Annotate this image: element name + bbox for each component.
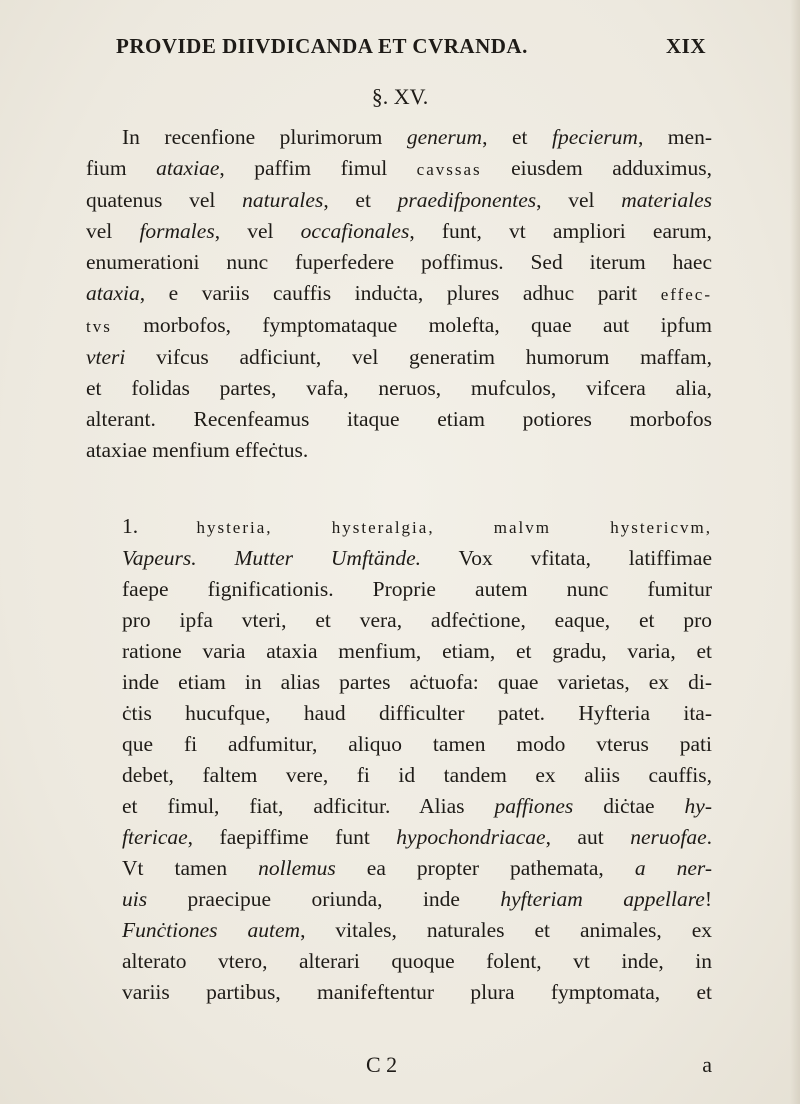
- text-line: et fimul, fiat, adficitur. Alias paffiones diċtae hy-: [122, 794, 712, 818]
- text-line: Funċtiones autem, vitales, naturales et animales, ex: [122, 918, 713, 942]
- running-title: PROVIDE DIIVDICANDA ET CVRANDA.: [116, 34, 528, 58]
- text-line: fium ataxiae, paffim fimul cavssas eiusdem adduximus,: [86, 156, 712, 180]
- text-line: pro ipfa vteri, et vera, adfeċtione, eaque, et pro: [122, 608, 712, 632]
- text-line: Vapeurs. Mutter Umftände. Vox vfitata, latiffimae: [122, 546, 712, 570]
- text-line: faepe fignificationis. Proprie autem nunc fumitur: [122, 577, 712, 601]
- page-edge-shadow: [790, 0, 800, 1104]
- text-line: 1. hysteria, hysteralgia, malvm hystericvm,: [122, 514, 712, 538]
- text-line: ataxia, e variis cauffis induċta, plures adhuc parit effec-: [86, 281, 712, 305]
- text-line: et folidas partes, vafa, neruos, mufculos, vifcera alia,: [86, 376, 712, 400]
- text-line: vel formales, vel occafionales, funt, vt ampliori earum,: [86, 219, 712, 243]
- text-line: ataxiae menfium effeċtus.: [86, 438, 309, 462]
- section-heading: §. XV.: [371, 84, 429, 109]
- text-line: enumerationi nunc fuperfedere poffimus. Sed iterum haec: [86, 250, 712, 274]
- paragraph-2: [86, 511, 712, 1008]
- text-line: alterant. Recenfeamus itaque etiam potiores morbofos: [86, 407, 712, 431]
- text-line: variis partibus, manifeftentur plura fymptomata, et: [122, 980, 712, 1004]
- catchword: a: [702, 1052, 712, 1077]
- text-line: quatenus vel naturales, et praedifponentes, vel materiales: [86, 188, 712, 212]
- paragraph-1: [86, 122, 712, 466]
- text-line: que fi adfumitur, aliquo tamen modo vterus pati: [122, 732, 712, 756]
- text-line: ċtis hucufque, haud difficulter patet. Hyfteria ita-: [122, 701, 712, 725]
- text-line: Vt tamen nollemus ea propter pathemata, a ner-: [122, 856, 713, 880]
- text-line: alterato vtero, alterari quoque folent, vt inde, in: [122, 949, 712, 973]
- text-line: ratione varia ataxia menfium, etiam, et gradu, varia, et: [122, 639, 712, 663]
- text-line: debet, faltem vere, fi id tandem ex aliis cauffis,: [122, 763, 712, 787]
- text-line: inde etiam in alias partes aċtuofa: quae varietas, ex di-: [122, 670, 712, 694]
- text-line: In recenfione plurimorum generum, et fpecierum, men-: [122, 125, 712, 149]
- text-line: vteri vifcus adficiunt, vel generatim humorum maffam,: [86, 345, 712, 369]
- page-number: XIX: [665, 34, 706, 58]
- text-line: uis praecipue oriunda, inde hyfteriam appellare!: [122, 887, 712, 911]
- text-line: tvs morbofos, fymptomataque molefta, quae aut ipfum: [86, 313, 712, 337]
- text-line: ftericae, faepiffime funt hypochondriacae, aut neruofae.: [122, 825, 712, 849]
- signature-mark: C 2: [366, 1052, 398, 1077]
